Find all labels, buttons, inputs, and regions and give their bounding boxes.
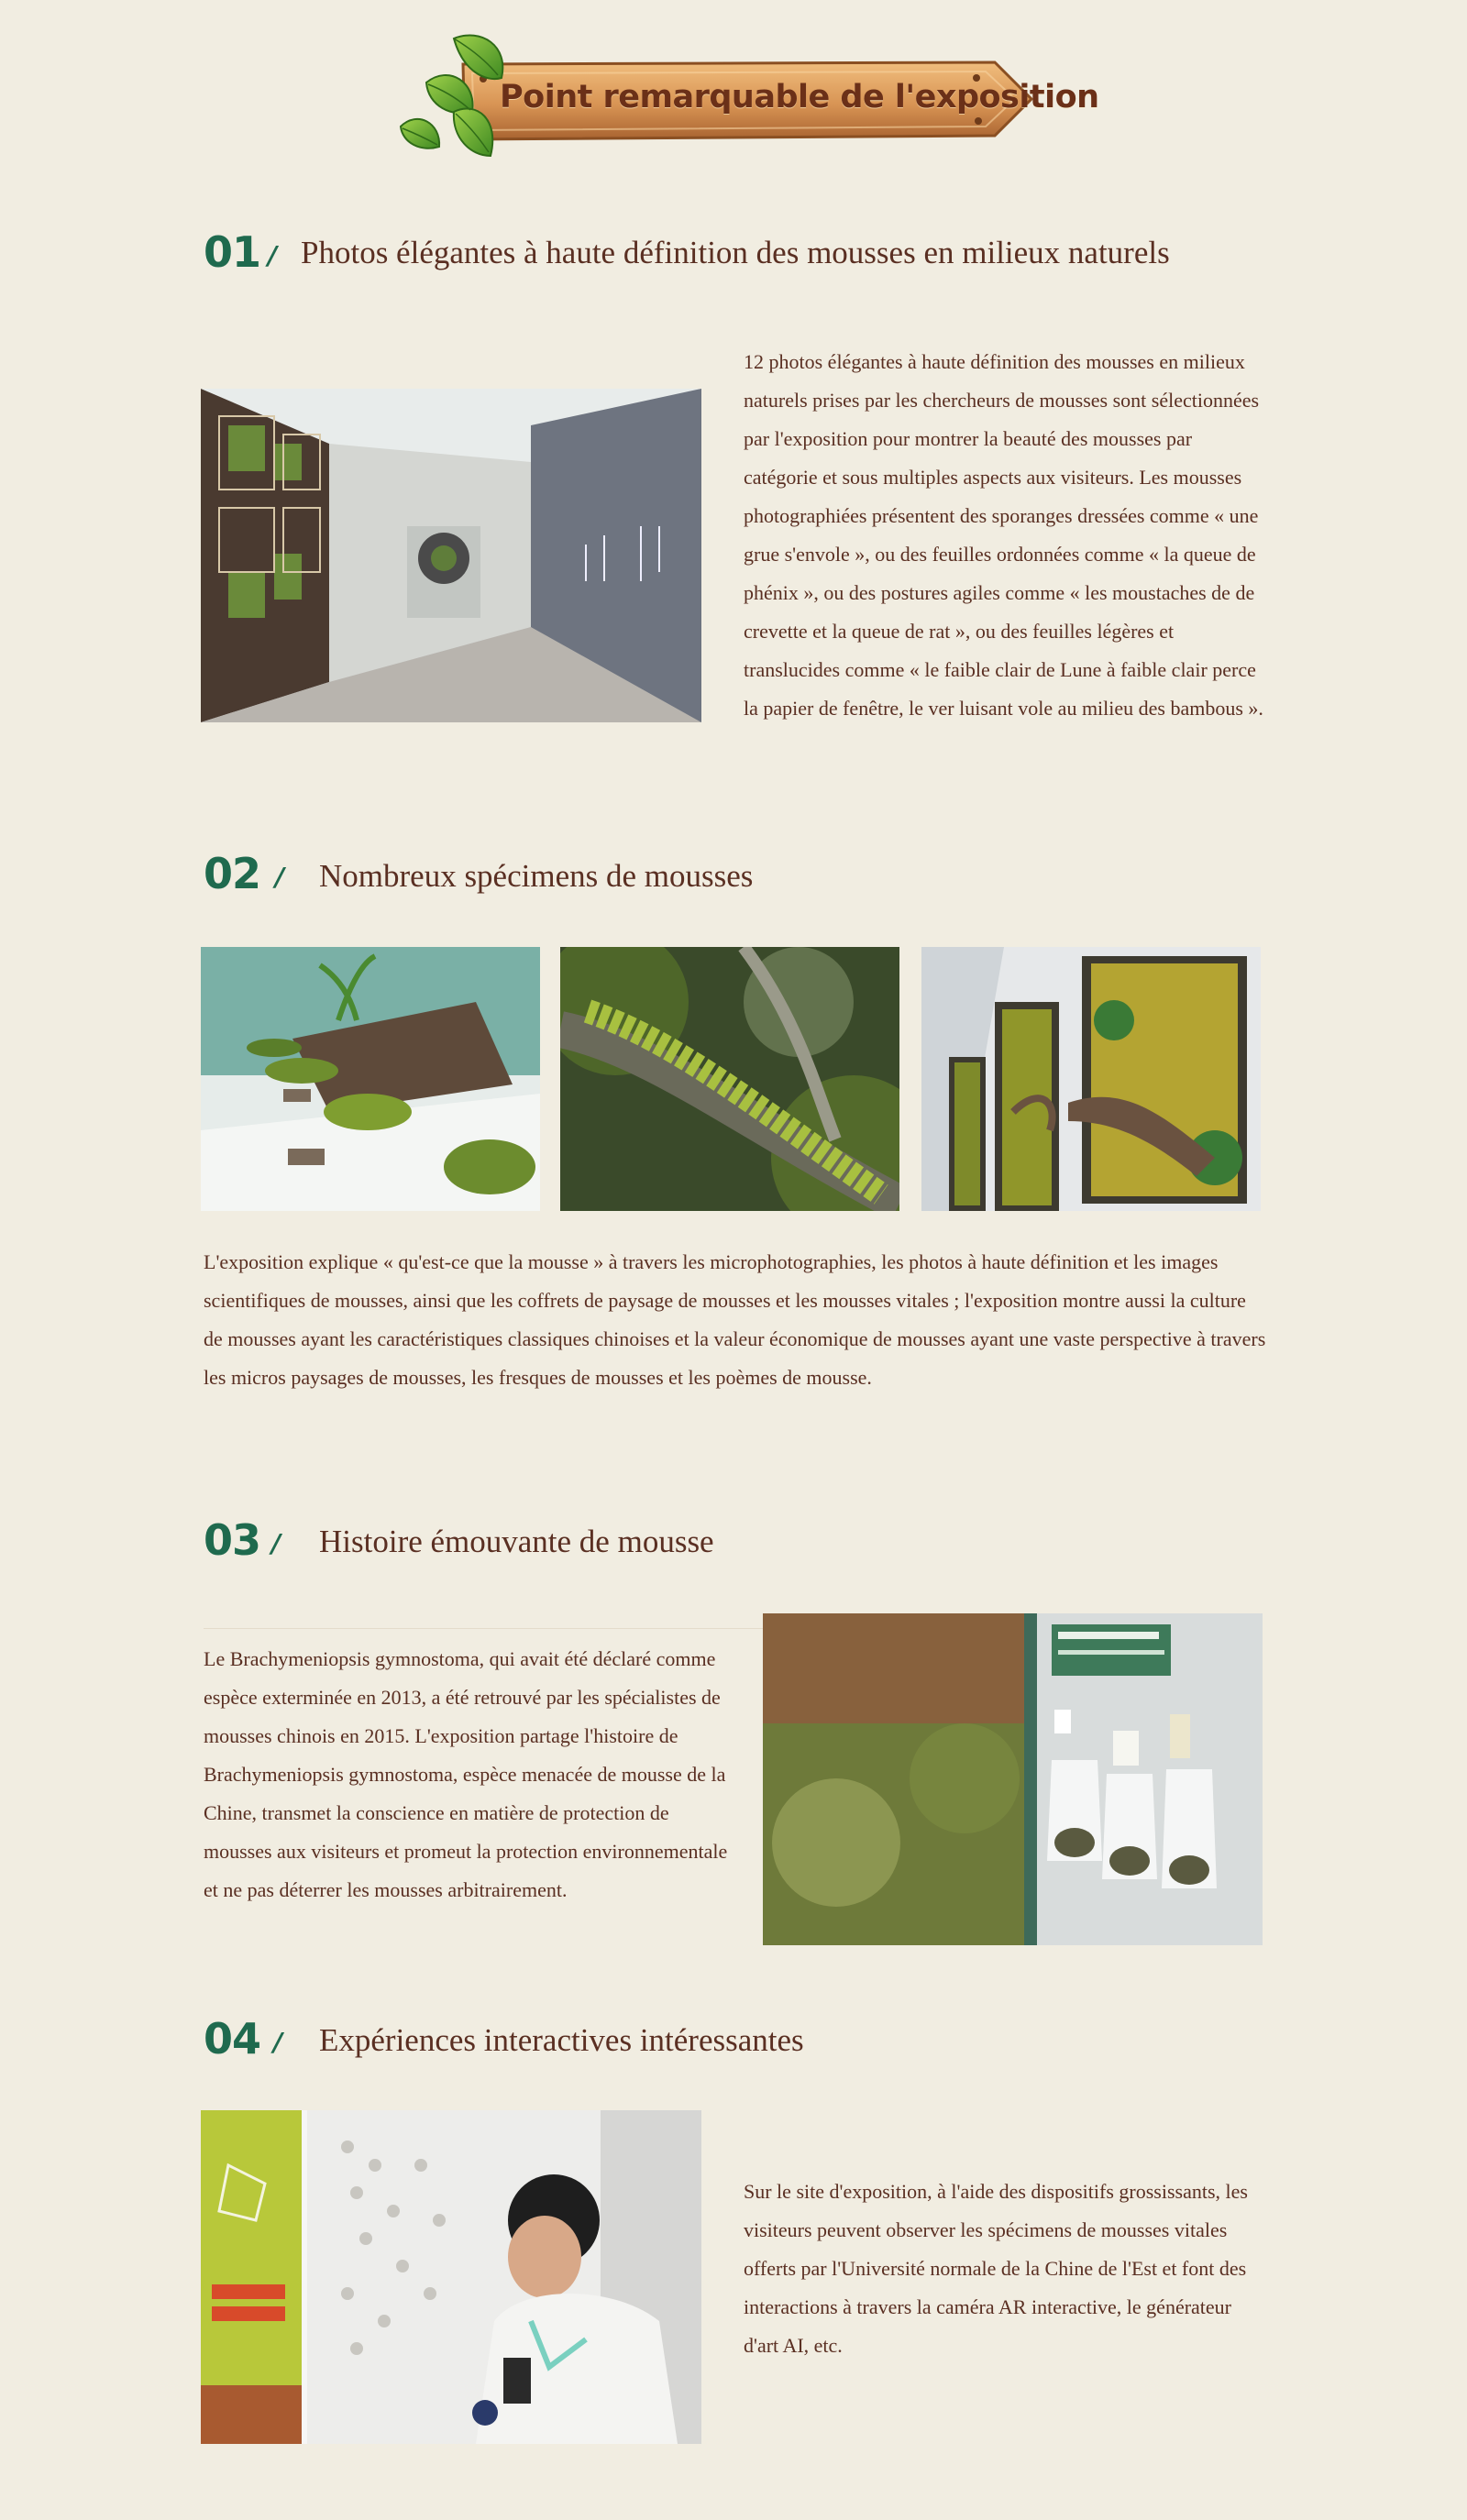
- section-03-divider: [204, 1628, 763, 1629]
- section-04-title: Expériences interactives intéressantes: [319, 2022, 804, 2058]
- section-01-slash: /: [268, 240, 278, 270]
- section-03-text: Le Brachymeniopsis gymnostoma, qui avait été déclaré comme espèce exterminée en 2013, a été retrouvé par les spécialistes de mousses chinois en 2015. L'exposition partage l'histoire de Brachymeniopsis gymnostoma, espèce menacée de mousse de la Chine, transmet la conscience en matière de protection de mousses aux visiteurs et promeut la protection environnementale et ne pas déterrer les mousses arbitrairement.: [204, 1647, 728, 1901]
- specimen-showcase-photo: [201, 947, 540, 1211]
- section-03-title: Histoire émouvante de mousse: [319, 1524, 714, 1559]
- section-04-slash: /: [273, 2027, 283, 2057]
- section-02-number: 02: [204, 849, 261, 898]
- banner-title: Point remarquable de l'exposition: [500, 79, 1099, 116]
- section-02-slash: /: [275, 862, 285, 892]
- section-01-number: 01: [204, 227, 261, 277]
- section-01-text: 12 photos élégantes à haute définition des mousses en milieux naturels prises par les chercheurs de mousses sont sélectionnées par l'exposition pour montrer la beauté des mousses par catégorie et sous multiples aspects aux visiteurs. Les mousses photographiées présentent des sporanges dressées comme « une grue s'envole », ou des feuilles ordonnées comme « la queue de phénix », ou des postures agiles comme « les moustaches de de crevette et la queue de rat », ou des feuilles légères et translucides comme « le faible clair de Lune à faible clair perce la papier de fenêtre, le ver luisant vole au milieu des bambous ».: [744, 350, 1263, 720]
- moss-wall-art-photo: [921, 947, 1261, 1211]
- section-01-title: Photos élégantes à haute définition des mousses en milieux naturels: [301, 235, 1170, 270]
- moss-branch-photo: [560, 947, 899, 1211]
- section-03-number: 03: [204, 1515, 261, 1565]
- corridor-exhibition-photo: [201, 389, 701, 722]
- section-02-title: Nombreux spécimens de mousses: [319, 858, 754, 894]
- section-04-text: Sur le site d'exposition, à l'aide des dispositifs grossissants, les visiteurs peuvent observer les spécimens de mousses vitales offerts par l'Université normale de la Chine de l'Est et font des interactions à travers la caméra AR interactive, le générateur d'art AI, etc.: [744, 2180, 1248, 2357]
- exhibition-banner: [399, 28, 1099, 165]
- section-04-number: 04: [204, 2014, 261, 2063]
- section-02-text: L'exposition explique « qu'est-ce que la mousse » à travers les microphotographies, les photos à haute définition et les images scientifiques de mousses, ainsi que les coffrets de paysage de mousses et les mousses vitales ; l'exposition montre aussi la culture de mousses ayant les caractéristiques classiques chinoises et la valeur économique de mousses ayant une vaste perspective à travers les micros paysages de mousses, les fresques de mousses et les poèmes de mousse.: [204, 1250, 1266, 1389]
- section-03-slash: /: [271, 1528, 281, 1558]
- interactive-visitor-photo: [201, 2110, 701, 2444]
- brachymeniopsis-exhibit-photo: [763, 1613, 1263, 1945]
